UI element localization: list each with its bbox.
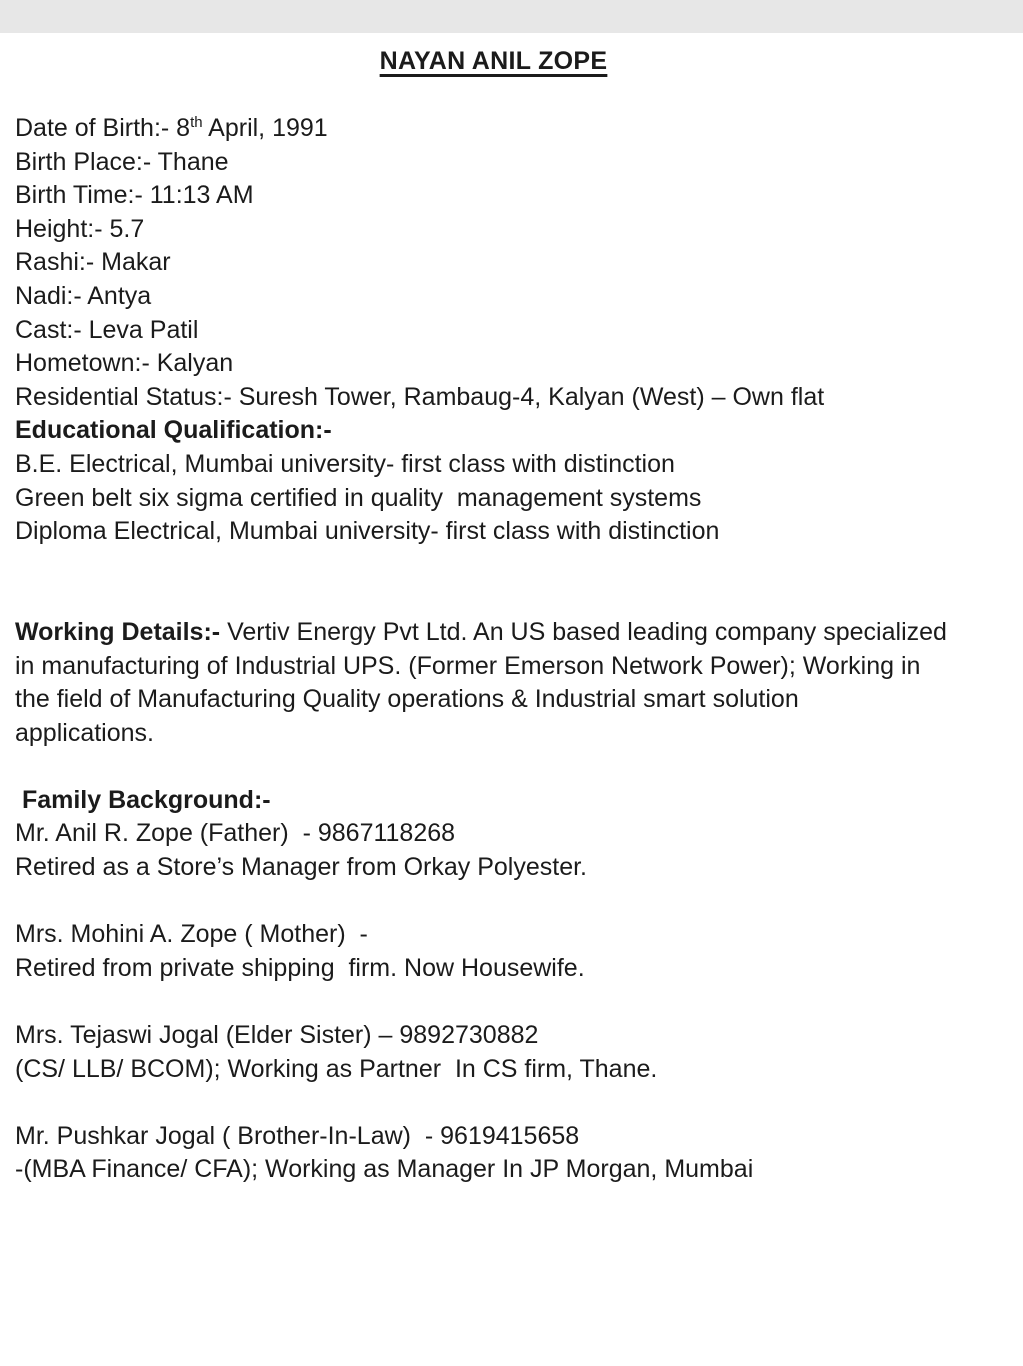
family-member-mother bbox=[15, 918, 1023, 985]
member-detail-line: -(MBA Finance/ CFA); Working as Manager In JP Morgan, Mumbai bbox=[15, 1155, 754, 1184]
document-body bbox=[0, 112, 1023, 1187]
dob-prefix: Date of Birth:- 8 bbox=[15, 114, 191, 142]
nadi-line: Nadi:- Antya bbox=[15, 281, 152, 310]
dob-suffix: April, 1991 bbox=[202, 114, 328, 142]
dob-line bbox=[15, 112, 1023, 146]
member-detail-line: Retired from private shipping firm. Now Housewife. bbox=[15, 953, 585, 982]
education-section bbox=[15, 414, 1023, 548]
family-member-brother-in-law bbox=[15, 1120, 1023, 1187]
working-details-heading: Working Details:- bbox=[15, 617, 221, 646]
family-background-heading: Family Background:- bbox=[15, 785, 271, 814]
working-details-line-1 bbox=[15, 616, 1023, 650]
member-name-line: Mr. Anil R. Zope (Father) - 9867118268 bbox=[15, 819, 456, 848]
blank-line bbox=[15, 750, 1023, 784]
member-name-line: Mrs. Tejaswi Jogal (Elder Sister) – 9892730882 bbox=[15, 1021, 539, 1050]
cast-line: Cast:- Leva Patil bbox=[15, 315, 199, 344]
blank-line bbox=[15, 1086, 1023, 1120]
working-details-line-4: applications. bbox=[15, 718, 154, 747]
working-details-section bbox=[15, 616, 1023, 750]
rashi-line: Rashi:- Makar bbox=[15, 248, 171, 277]
family-background-section bbox=[15, 784, 1023, 1187]
birth-place-line: Birth Place:- Thane bbox=[15, 147, 229, 176]
page-title: NAYAN ANIL ZOPE bbox=[379, 47, 608, 75]
family-member-father bbox=[15, 817, 1023, 884]
green-belt-line: Green belt six sigma certified in quality management systems bbox=[15, 483, 702, 512]
blank-line bbox=[15, 549, 1023, 583]
member-name-line: Mrs. Mohini A. Zope ( Mother) - bbox=[15, 920, 368, 949]
member-name-line: Mr. Pushkar Jogal ( Brother-In-Law) - 9619415658 bbox=[15, 1121, 580, 1150]
personal-details-section bbox=[15, 112, 1023, 414]
blank-line bbox=[15, 582, 1023, 616]
working-details-line-2: in manufacturing of Industrial UPS. (Former Emerson Network Power); Working in bbox=[15, 651, 921, 680]
blank-line bbox=[15, 885, 1023, 919]
dob-ordinal-superscript: th bbox=[190, 114, 203, 131]
member-detail-line: Retired as a Store’s Manager from Orkay Polyester. bbox=[15, 853, 587, 882]
education-heading: Educational Qualification:- bbox=[15, 416, 332, 445]
hometown-line: Hometown:- Kalyan bbox=[15, 349, 234, 378]
working-details-line-3: the field of Manufacturing Quality operations & Industrial smart solution bbox=[15, 685, 799, 714]
title-row bbox=[0, 44, 1023, 78]
be-electrical-line: B.E. Electrical, Mumbai university- first class with distinction bbox=[15, 449, 675, 478]
top-gray-bar bbox=[0, 0, 1023, 33]
family-member-elder-sister bbox=[15, 1019, 1023, 1086]
working-details-line-1-rest: Vertiv Energy Pvt Ltd. An US based leading company specialized bbox=[220, 617, 947, 646]
height-line: Height:- 5.7 bbox=[15, 214, 145, 243]
member-detail-line: (CS/ LLB/ BCOM); Working as Partner In CS firm, Thane. bbox=[15, 1054, 658, 1083]
residential-status-line: Residential Status:- Suresh Tower, Rambaug-4, Kalyan (West) – Own flat bbox=[15, 382, 825, 411]
diploma-electrical-line: Diploma Electrical, Mumbai university- first class with distinction bbox=[15, 517, 720, 546]
birth-time-line: Birth Time:- 11:13 AM bbox=[15, 181, 254, 210]
blank-line bbox=[15, 985, 1023, 1019]
